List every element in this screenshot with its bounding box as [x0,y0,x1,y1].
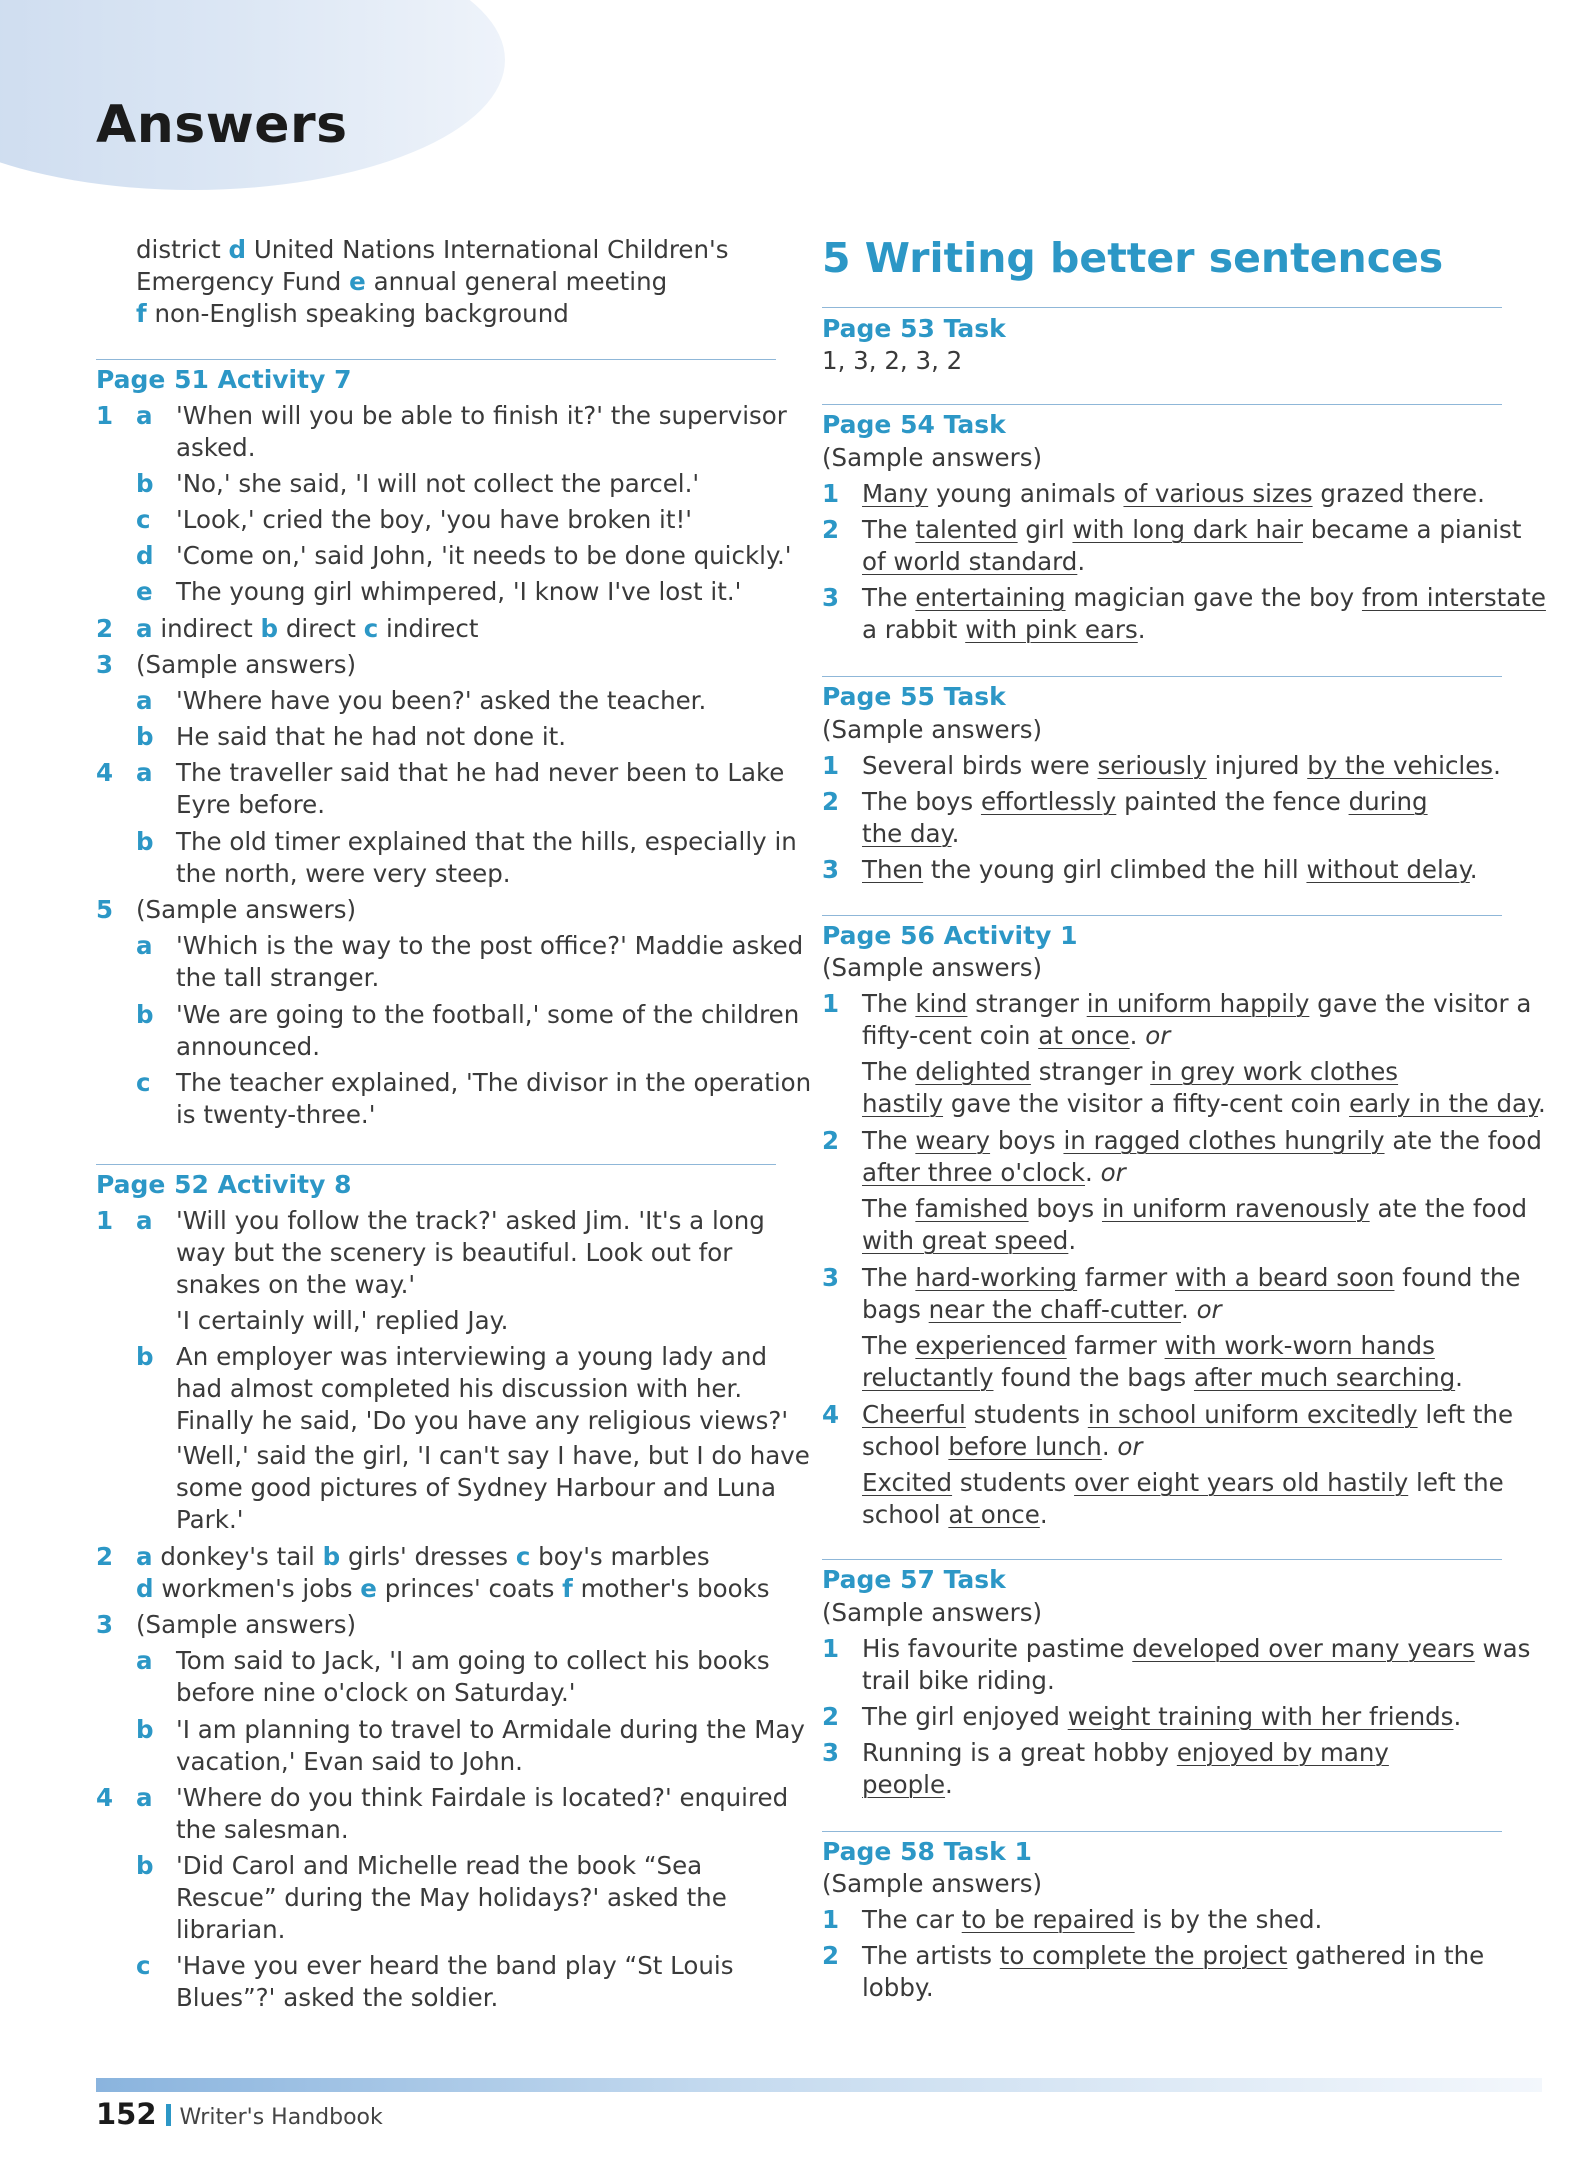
underlined-phrase: the day [862,819,952,848]
answer-text [862,1400,1514,1429]
plain-text: The [862,1194,916,1223]
book-title: Writer's Handbook [179,2105,383,2130]
letter: f [562,1574,573,1603]
underlined-phrase: in school uniform excitedly [1087,1400,1418,1429]
plain-text: ate the food [1384,1126,1542,1155]
plain-text: grazed there. [1312,479,1485,508]
text: (Sample answers) [136,650,357,679]
underlined-phrase: in grey work clothes [1150,1057,1399,1086]
text: trail bike riding. [862,1666,1055,1695]
plain-text: The car [862,1905,962,1934]
underlined-phrase: talented [915,515,1018,544]
page-number: 152 [96,2097,157,2131]
text: announced. [176,1032,320,1061]
text: (Sample answers) [822,1598,1043,1627]
question-number: 2 [822,515,840,544]
section-rule [822,1831,1502,1832]
text: Emergency Fund [136,267,342,296]
underlined-phrase: Excited [862,1468,953,1497]
section-rule [822,915,1502,916]
plain-text: The [862,989,916,1018]
question-number: 4 [96,758,114,787]
text: (Sample answers) [136,1610,357,1639]
answer-text [862,1194,1528,1223]
letter: b [136,1000,154,1029]
plain-text: Running is a great hobby [862,1738,1177,1767]
text: 'Have you ever heard the band play “St Louis [176,1951,734,1980]
letter: b [322,1542,341,1571]
underlined-phrase: with long dark hair [1072,515,1303,544]
underlined-phrase: experienced [915,1331,1067,1360]
letter: a [136,614,153,643]
plain-text: is by the shed. [1134,1905,1323,1934]
letter: f [136,299,147,328]
text: 'No,' she said, 'I will not collect the parcel.' [176,469,700,498]
text: He said that he had not done it. [176,722,567,751]
answer-text [862,1702,1462,1731]
plain-text: gave the visitor a [1309,989,1532,1018]
letter: b [136,827,154,856]
underlined-phrase: Cheerful [862,1400,966,1429]
plain-text: boys [1028,1194,1102,1223]
text: snakes on the way.' [176,1270,416,1299]
letter: b [136,1851,154,1880]
underlined-phrase: to complete the project [999,1941,1288,1970]
question-number: 1 [822,751,840,780]
underlined-phrase: during [1348,787,1428,816]
letter: c [515,1542,531,1571]
answer-text [862,1432,1143,1461]
underlined-phrase: reluctantly [862,1363,994,1392]
plain-text: The girl enjoyed [862,1702,1068,1731]
text: indirect [386,614,479,643]
section-rule [822,676,1502,677]
answer-text [862,819,960,848]
text: 'We are going to the football,' some of the children [176,1000,800,1029]
question-number: 1 [822,1905,840,1934]
underlined-phrase: Then [862,855,924,884]
heading-page-55: Page 55 Task [822,682,1006,711]
underlined-phrase: at once [1038,1021,1130,1050]
plain-text: The [862,1057,916,1086]
plain-text: gathered in the [1287,1941,1485,1970]
answer-text [862,1057,1399,1086]
plain-text: the young girl climbed the hill [923,855,1307,884]
underlined-phrase: in uniform ravenously [1101,1194,1370,1223]
letter: a [136,758,153,787]
letter: b [136,469,154,498]
answer-text [862,787,1428,816]
footer-bar [96,2078,1542,2092]
underlined-phrase: with a beard soon [1175,1263,1395,1292]
letter: a [136,1542,153,1571]
underlined-phrase: entertaining [915,583,1066,612]
plain-text: . [1180,1295,1197,1324]
question-number: 4 [822,1400,840,1429]
text: district [136,235,221,264]
footer [96,2097,383,2131]
plain-text: . [951,819,960,848]
text: librarian. [176,1915,286,1944]
answer-text [862,1331,1435,1360]
underlined-phrase: at once [948,1500,1040,1529]
text: workmen's jobs [161,1574,353,1603]
plain-text: The [862,1126,916,1155]
question-number: 3 [822,1263,840,1292]
underlined-phrase: of various sizes [1123,479,1313,508]
text: Eyre before. [176,790,326,819]
text: princes' coats [384,1574,555,1603]
answer-text [862,515,1522,544]
text: 'Come on,' said John, 'it needs to be done quickly.' [176,541,792,570]
letter: e [360,1574,377,1603]
plain-text: students [965,1400,1088,1429]
underlined-phrase: with work-worn hands [1164,1331,1435,1360]
plain-text: girl [1017,515,1073,544]
footer-separator [166,2104,171,2126]
question-number: 1 [822,989,840,1018]
plain-text: was [1474,1634,1531,1663]
answer-text [862,855,1478,884]
text: The young girl whimpered, 'I know I've lost it.' [176,577,742,606]
underlined-phrase: near the chaff-cutter [928,1295,1181,1324]
answer-text [862,1295,1222,1324]
plain-text: became a pianist [1302,515,1522,544]
letter: b [136,1342,154,1371]
letter: b [260,614,279,643]
text: vacation,' Evan said to John. [176,1747,523,1776]
question-number: 1 [822,479,840,508]
heading-page-53: Page 53 Task [822,314,1006,343]
plain-text: bags [862,1295,929,1324]
plain-text: boys [990,1126,1064,1155]
plain-text: farmer [1077,1263,1175,1292]
plain-text: . [1493,751,1501,780]
question-number: 3 [822,1738,840,1767]
plain-text: school [862,1500,949,1529]
letter: b [136,1715,154,1744]
plain-text: . [1129,1021,1146,1050]
text: lobby. [862,1973,934,2002]
underlined-phrase: weary [915,1126,991,1155]
text: 'I certainly will,' replied Jay. [176,1306,509,1335]
answer-text [862,989,1532,1018]
letter: a [136,686,153,715]
underlined-phrase: seriously [1097,751,1207,780]
underlined-phrase: hastily [862,1089,944,1118]
text: (Sample answers) [136,895,357,924]
plain-text: . [1455,1363,1463,1392]
plain-text: The [862,1263,916,1292]
letter: c [363,614,379,643]
text: Rescue” during the May holidays?' asked the [176,1883,727,1912]
plain-text: . [1101,1432,1118,1461]
section-rule [822,307,1502,308]
underlined-phrase: without delay [1306,855,1470,884]
heading-page-57: Page 57 Task [822,1565,1006,1594]
underlined-phrase: to be repaired [961,1905,1135,1934]
letter: b [136,722,154,751]
text: The old timer explained that the hills, especially in [176,827,797,856]
underlined-phrase: with great speed [862,1226,1069,1255]
underlined-phrase: effortlessly [980,787,1117,816]
answer-text [862,1770,953,1799]
answer-text [862,1226,1077,1255]
plain-text: school [862,1432,949,1461]
page-title: Answers [96,95,348,155]
answer-text [862,1738,1389,1767]
underlined-phrase: in ragged clothes hungrily [1063,1126,1385,1155]
answer-text [862,1634,1531,1663]
underlined-phrase: delighted [915,1057,1031,1086]
text: mother's books [580,1574,770,1603]
plain-text: . [1469,855,1478,884]
underlined-phrase: developed over many years [1132,1634,1475,1663]
answer-text [862,615,1146,644]
text: 'Look,' cried the boy, 'you have broken it!' [176,505,692,534]
question-number: 1 [822,1634,840,1663]
section-rule [96,359,776,360]
plain-text: . [1077,547,1086,576]
letter: c [136,1068,151,1097]
underlined-phrase: early in the day [1349,1089,1539,1118]
answer-text [862,1126,1542,1155]
plain-text: . [1085,1158,1101,1187]
plain-text: painted the fence [1116,787,1349,816]
text: 'I am planning to travel to Armidale during the May [176,1715,805,1744]
text: donkey's tail [160,1542,315,1571]
heading-page-56: Page 56 Activity 1 [822,921,1078,950]
text: (Sample answers) [822,715,1043,744]
text: 'Where have you been?' asked the teacher. [176,686,707,715]
plain-text: . [1039,1500,1048,1529]
section-rule [822,1559,1502,1560]
heading-page-58: Page 58 Task 1 [822,1837,1032,1866]
plain-text: His favourite pastime [862,1634,1133,1663]
question-number: 3 [96,1610,114,1639]
question-number: 2 [822,1941,840,1970]
question-number: 3 [822,583,840,612]
letter: a [136,931,153,960]
text: boy's marbles [538,1542,710,1571]
text: way but the scenery is beautiful. Look out for [176,1238,733,1267]
underlined-phrase: after much searching [1193,1363,1456,1392]
text: United Nations International Children's [253,235,729,264]
section-rule [822,404,1502,405]
plain-text: a rabbit [862,615,966,644]
text: Blues”?' asked the soldier. [176,1983,499,2012]
plain-text: The boys [862,787,981,816]
question-number: 2 [822,1126,840,1155]
italic-text: or [1117,1432,1143,1461]
cont-line [136,235,729,264]
plain-text: students [952,1468,1075,1497]
underlined-phrase: people [862,1770,946,1799]
answer-text [862,1263,1521,1292]
underlined-phrase: by the vehicles [1307,751,1494,780]
section-title: 5 Writing better sentences [822,234,1444,282]
text: 1, 3, 2, 3, 2 [822,346,963,375]
letter: c [136,505,151,534]
letter: a [136,1646,153,1675]
question-number: 3 [96,650,114,679]
text: direct [285,614,356,643]
plain-text: The [862,515,916,544]
answer-text [862,751,1501,780]
answer-text [862,479,1485,508]
underlined-phrase: famished [915,1194,1029,1223]
letter: a [136,1783,153,1812]
text: had almost completed his discussion with her. [176,1374,743,1403]
text: 'Will you follow the track?' asked Jim. 'It's a long [176,1206,765,1235]
section-rule [96,1164,776,1165]
plain-text: stranger [967,989,1087,1018]
question-number: 1 [96,1206,114,1235]
plain-text: The [862,1331,916,1360]
underlined-phrase: of world standard [862,547,1078,576]
underlined-phrase: after three o'clock [862,1158,1086,1187]
text: The teacher explained, 'The divisor in the operation [176,1068,812,1097]
plain-text: The [862,583,916,612]
answer-text [862,1021,1171,1050]
text: 'Well,' said the girl, 'I can't say I have, but I do have [176,1441,810,1470]
underlined-phrase: before lunch [948,1432,1102,1461]
answer-text [862,1941,1485,1970]
answer-text [862,583,1546,612]
plain-text: . [945,1770,953,1799]
heading-page-52: Page 52 Activity 8 [96,1170,352,1199]
letter: d [136,541,154,570]
answer-text [862,1363,1463,1392]
plain-text: found the [1394,1263,1521,1292]
answer-text [862,1089,1546,1118]
italic-text: or [1100,1158,1126,1187]
text: the north, were very steep. [176,859,511,888]
text: 'Where do you think Fairdale is located?' enquired [176,1783,789,1812]
text: some good pictures of Sydney Harbour and Luna [176,1473,776,1502]
answer-text [862,1158,1126,1187]
plain-text: stranger [1030,1057,1151,1086]
underlined-phrase: Many [862,479,929,508]
plain-text: farmer [1066,1331,1165,1360]
text: before nine o'clock on Saturday.' [176,1678,576,1707]
plain-text: fifty-cent coin [862,1021,1039,1050]
italic-text: or [1145,1021,1171,1050]
text: An employer was interviewing a young lady and [176,1342,768,1371]
letter: e [136,577,153,606]
heading-page-51: Page 51 Activity 7 [96,365,352,394]
text: (Sample answers) [822,953,1043,982]
text: (Sample answers) [822,1869,1043,1898]
underlined-phrase: over eight years old hastily [1074,1468,1409,1497]
plain-text: left the [1417,1400,1514,1429]
plain-text: . [1068,1226,1077,1255]
italic-text: or [1196,1295,1222,1324]
plain-text: injured [1206,751,1308,780]
letter: a [136,401,153,430]
answer-text [862,1468,1504,1497]
underlined-phrase: in uniform happily [1086,989,1310,1018]
text: is twenty-three.' [176,1100,376,1129]
underlined-phrase: with pink ears [965,615,1138,644]
text: the salesman. [176,1815,349,1844]
letter: c [136,1951,151,1980]
plain-text: Several birds were [862,751,1098,780]
text: the tall stranger. [176,963,380,992]
text: Park.' [176,1505,244,1534]
question-number: 5 [96,895,114,924]
plain-text: gave the visitor a fifty-cent coin [943,1089,1350,1118]
letter: a [136,1206,153,1235]
plain-text: magician gave the boy [1065,583,1362,612]
question-number: 2 [96,1542,114,1571]
plain-text: young animals [928,479,1124,508]
question-number: 2 [822,1702,840,1731]
text: annual general meeting [373,267,668,296]
text: 'Which is the way to the post office?' Maddie asked [176,931,804,960]
text: 'Did Carol and Michelle read the book “Sea [176,1851,703,1880]
answer-text [862,547,1086,576]
text: girls' dresses [347,1542,509,1571]
cont-line [136,299,569,328]
plain-text: . [1538,1089,1546,1118]
underlined-phrase: from interstate [1361,583,1546,612]
cont-line [136,267,668,296]
plain-text: . [1453,1702,1462,1731]
letter: d [136,1574,154,1603]
underlined-phrase: hard-working [915,1263,1078,1292]
plain-text: The artists [862,1941,1000,1970]
question-number: 4 [96,1783,114,1812]
text: 'When will you be able to finish it?' the supervisor [176,401,787,430]
text: Tom said to Jack, 'I am going to collect his books [176,1646,770,1675]
underlined-phrase: kind [915,989,968,1018]
text: The traveller said that he had never been to Lake [176,758,785,787]
text: non-English speaking background [154,299,569,328]
answer-text [862,1500,1048,1529]
underlined-phrase: enjoyed by many [1176,1738,1389,1767]
plain-text: . [1137,615,1146,644]
text: Finally he said, 'Do you have any religious views?' [176,1406,789,1435]
heading-page-54: Page 54 Task [822,410,1006,439]
answer-text [862,1905,1323,1934]
underlined-phrase: weight training with her friends [1067,1702,1454,1731]
plain-text: found the bags [993,1363,1194,1392]
plain-text: left the [1408,1468,1504,1497]
text: indirect [160,614,253,643]
text: (Sample answers) [822,443,1043,472]
letter: e [349,267,366,296]
question-number: 2 [96,614,114,643]
question-number: 3 [822,855,840,884]
text: asked. [176,433,256,462]
question-number: 2 [822,787,840,816]
question-number: 1 [96,401,114,430]
plain-text: ate the food [1369,1194,1528,1223]
letter: d [228,235,247,264]
